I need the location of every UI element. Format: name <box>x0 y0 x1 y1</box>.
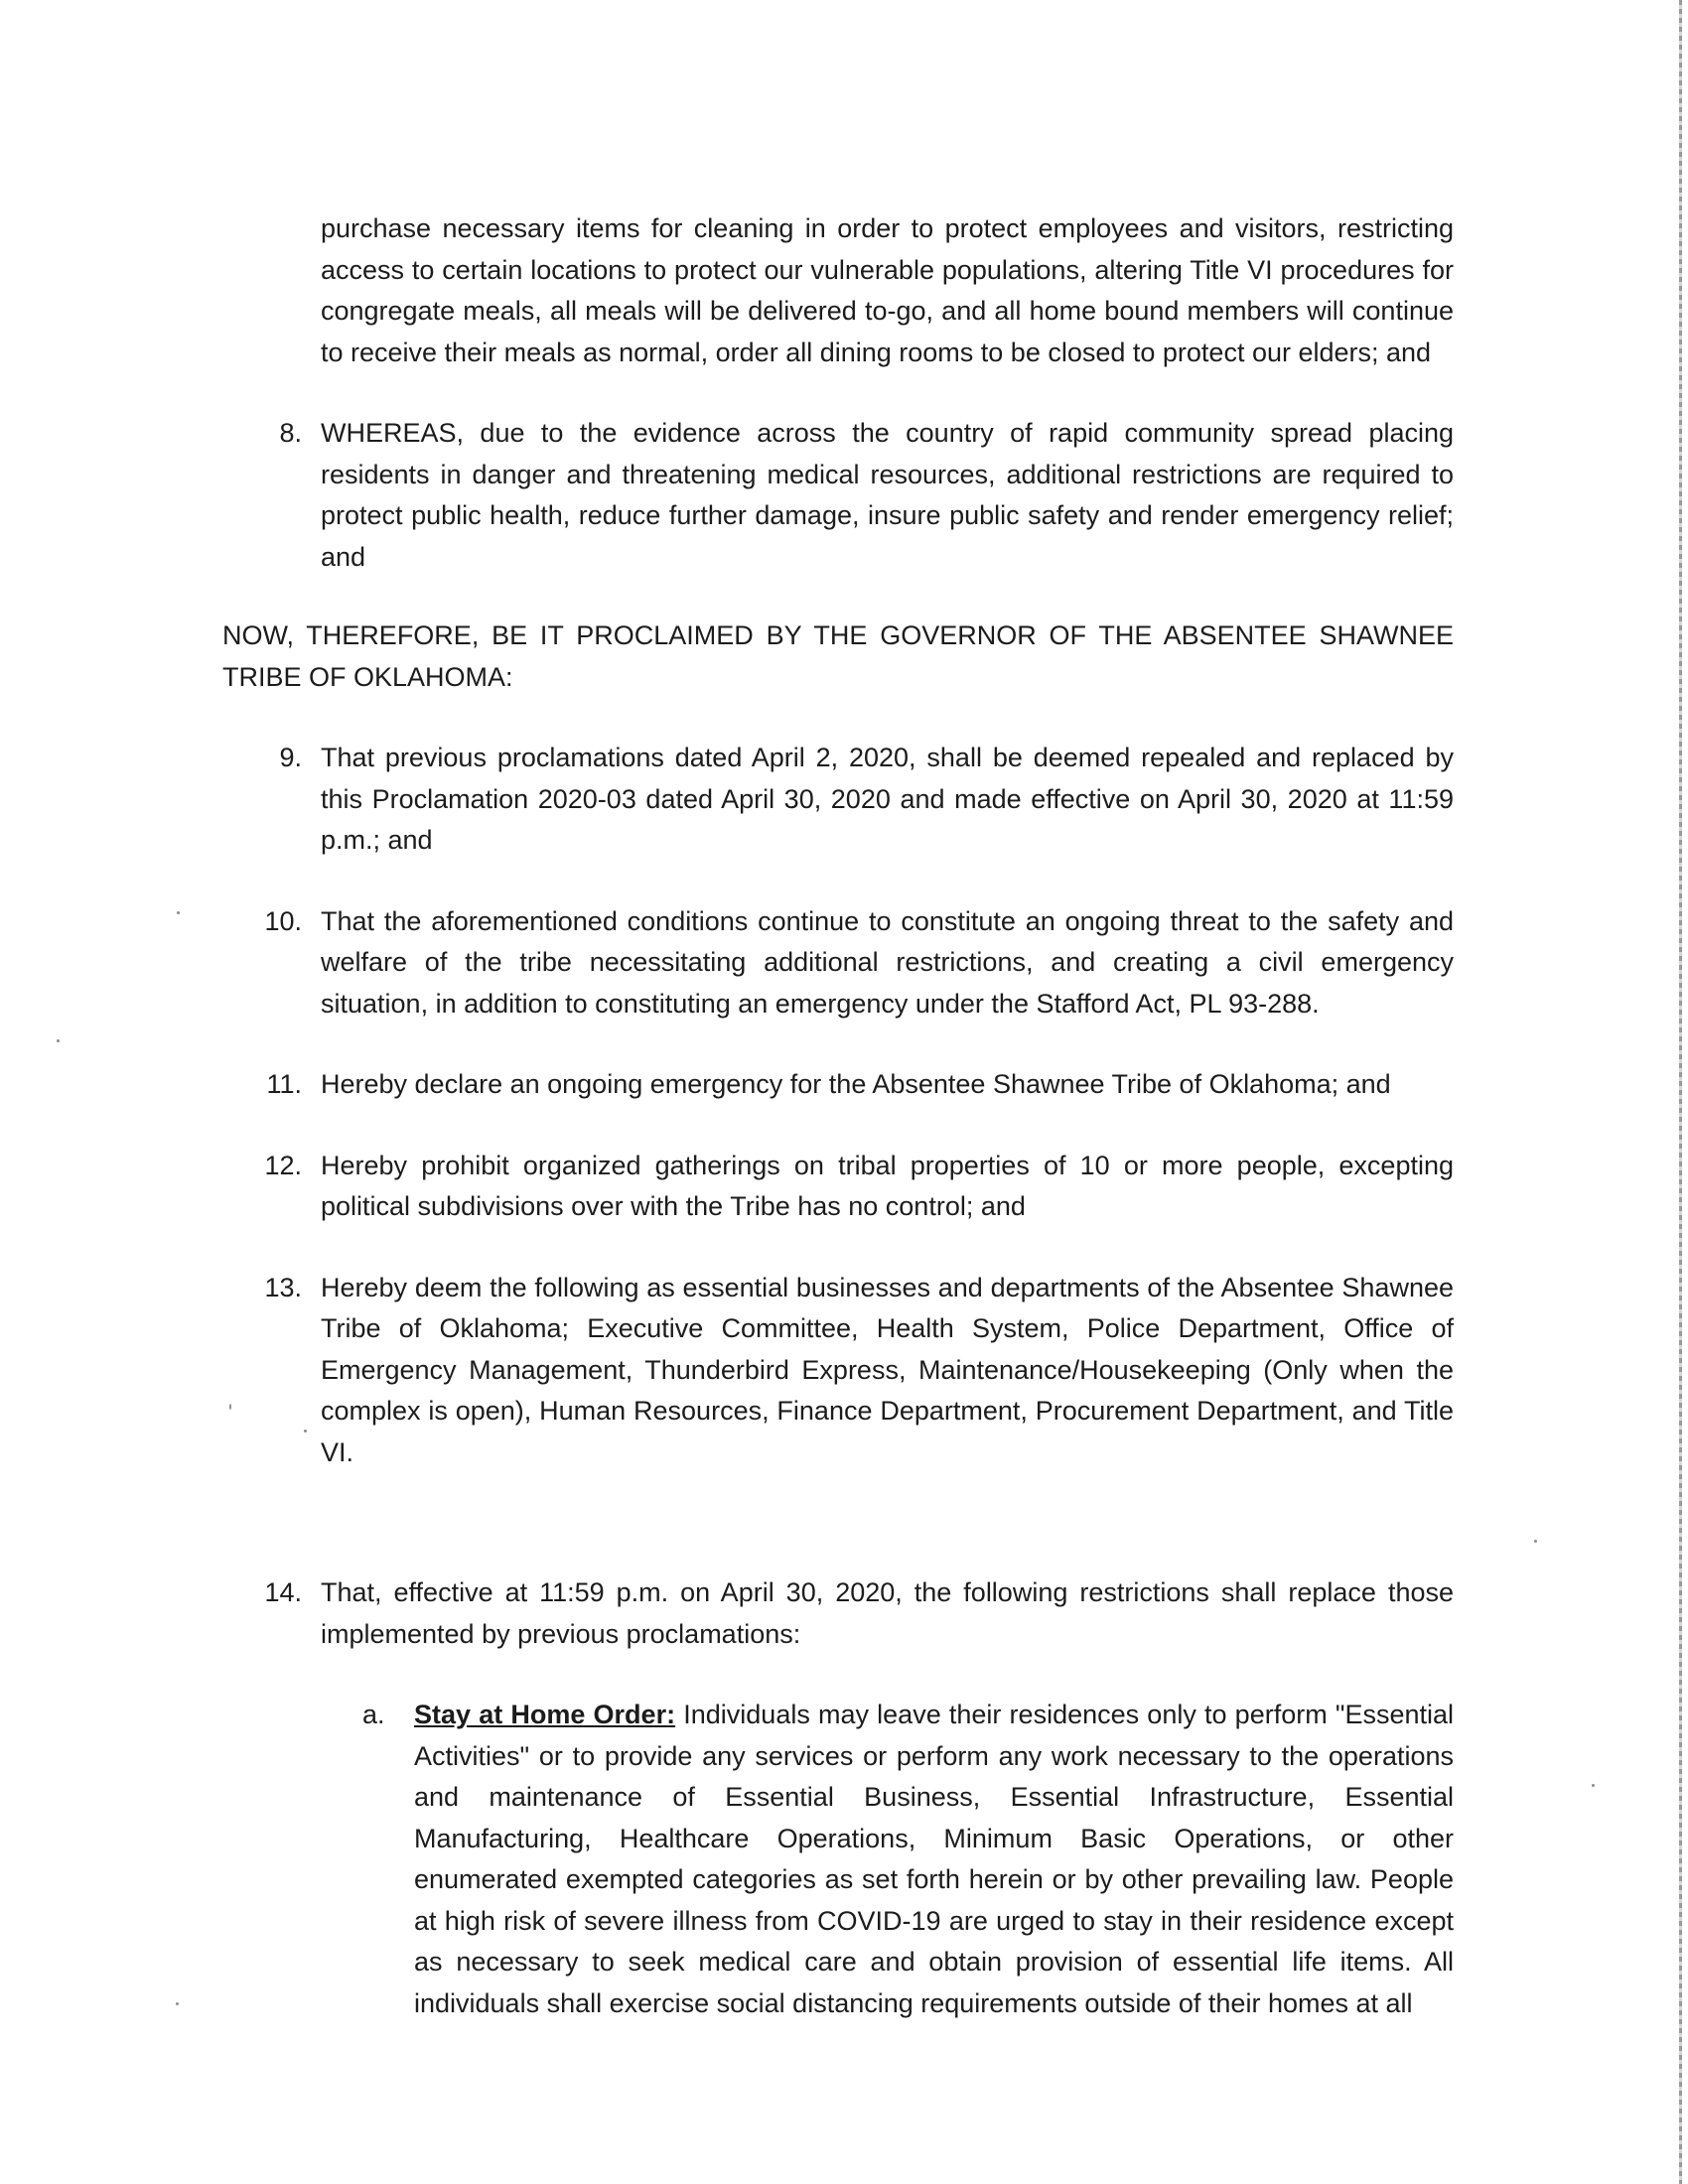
proclamation-heading <box>222 615 1454 698</box>
list-item-12 <box>222 1146 1454 1228</box>
sub-item-a <box>222 1695 1454 2024</box>
sub-item-letter: a. <box>362 1700 385 1729</box>
intro-continuation <box>222 208 1454 373</box>
sub-item-heading: Stay at Home Order: <box>414 1700 676 1729</box>
scan-speck <box>177 911 180 914</box>
list-item-13 <box>222 1268 1454 1474</box>
list-item-10 <box>222 901 1454 1025</box>
list-item-9 <box>222 738 1454 862</box>
proclamation-heading-text: NOW, THEREFORE, BE IT PROCLAIMED BY THE GOVERNOR OF THE ABSENTEE SHAWNEE TRIBE OF OKLAHOMA: <box>222 620 1454 692</box>
list-item-number: 12. <box>264 1150 302 1180</box>
list-item-text: Hereby prohibit organized gatherings on tribal properties of 10 or more people, excepting political subdivisions over with the Tribe has no control; and <box>321 1150 1454 1221</box>
list-item-text: Hereby deem the following as essential businesses and departments of the Absentee Shawnee Tribe of Oklahoma; Executive Committee, Health System, Police Department, Office of Emergency Management, Thunderbird Express, Maintenance/Housekeeping (Only when the complex is open), Human Resources, Finance Department, Procurement Department, and Title VI. <box>321 1272 1454 1467</box>
list-item-11 <box>222 1064 1454 1106</box>
list-item-text: Hereby declare an ongoing emergency for the Absentee Shawnee Tribe of Oklahoma; and <box>321 1069 1391 1099</box>
document-body <box>222 208 1454 2024</box>
list-item-text: That the aforementioned conditions continue to constitute an ongoing threat to the safety and welfare of the tribe necessitating additional restrictions, and creating a civil emergency situation, in addition to constituting an emergency under the Stafford Act, PL 93-288. <box>321 905 1454 1019</box>
scan-speck <box>1592 1784 1595 1787</box>
list-item-8 <box>222 413 1454 578</box>
scan-speck <box>176 2002 179 2005</box>
list-item-number: 13. <box>264 1272 302 1302</box>
scan-speck <box>57 1039 60 1042</box>
list-item-14 <box>222 1572 1454 1655</box>
list-item-text: That previous proclamations dated April 2, 2020, shall be deemed repealed and replaced by this Proclamation 2020-03 dated April 30, 2020 and made effective on April 30, 2020 at 11:59 p.m.; and <box>321 743 1454 855</box>
list-item-number: 8. <box>279 418 302 448</box>
list-item-number: 9. <box>279 743 302 772</box>
scan-speck <box>1534 1540 1537 1543</box>
list-item-text: WHEREAS, due to the evidence across the country of rapid community spread placing residents in danger and threatening medical resources, additional restrictions are required to protect public health, reduce further damage, insure public safety and render emergency relief; and <box>321 418 1454 572</box>
list-item-number: 14. <box>264 1577 302 1607</box>
list-item-text: That, effective at 11:59 p.m. on April 30, 2020, the following restrictions shall replace those implemented by previous proclamations: <box>321 1577 1454 1649</box>
scan-edge-border <box>1679 0 1682 2184</box>
intro-continuation-text: purchase necessary items for cleaning in order to protect employees and visitors, restricting access to certain locations to protect our vulnerable populations, altering Title VI procedures for congregate meals, all meals will be delivered to-go, and all home bound members will continue to receive their meals as normal, order all dining rooms to be closed to protect our elders; and <box>321 213 1454 367</box>
list-item-number: 11. <box>266 1069 302 1099</box>
list-item-number: 10. <box>264 905 302 936</box>
sub-item-text: Individuals may leave their residences only to perform "Essential Activities" or to provide any services or perform any work necessary to the operations and maintenance of Essential Business, Essential Infrastructure, Essential Manufacturing, Healthcare Operations, Minimum Basic Operations, or other enumerated exempted categories as set forth herein or by other prevailing law. People at high risk of severe illness from COVID-19 are urged to stay in their residence except as necessary to seek medical care and obtain provision of essential life items. All individuals shall exercise social distancing requirements outside of their homes at all <box>414 1700 1455 2018</box>
